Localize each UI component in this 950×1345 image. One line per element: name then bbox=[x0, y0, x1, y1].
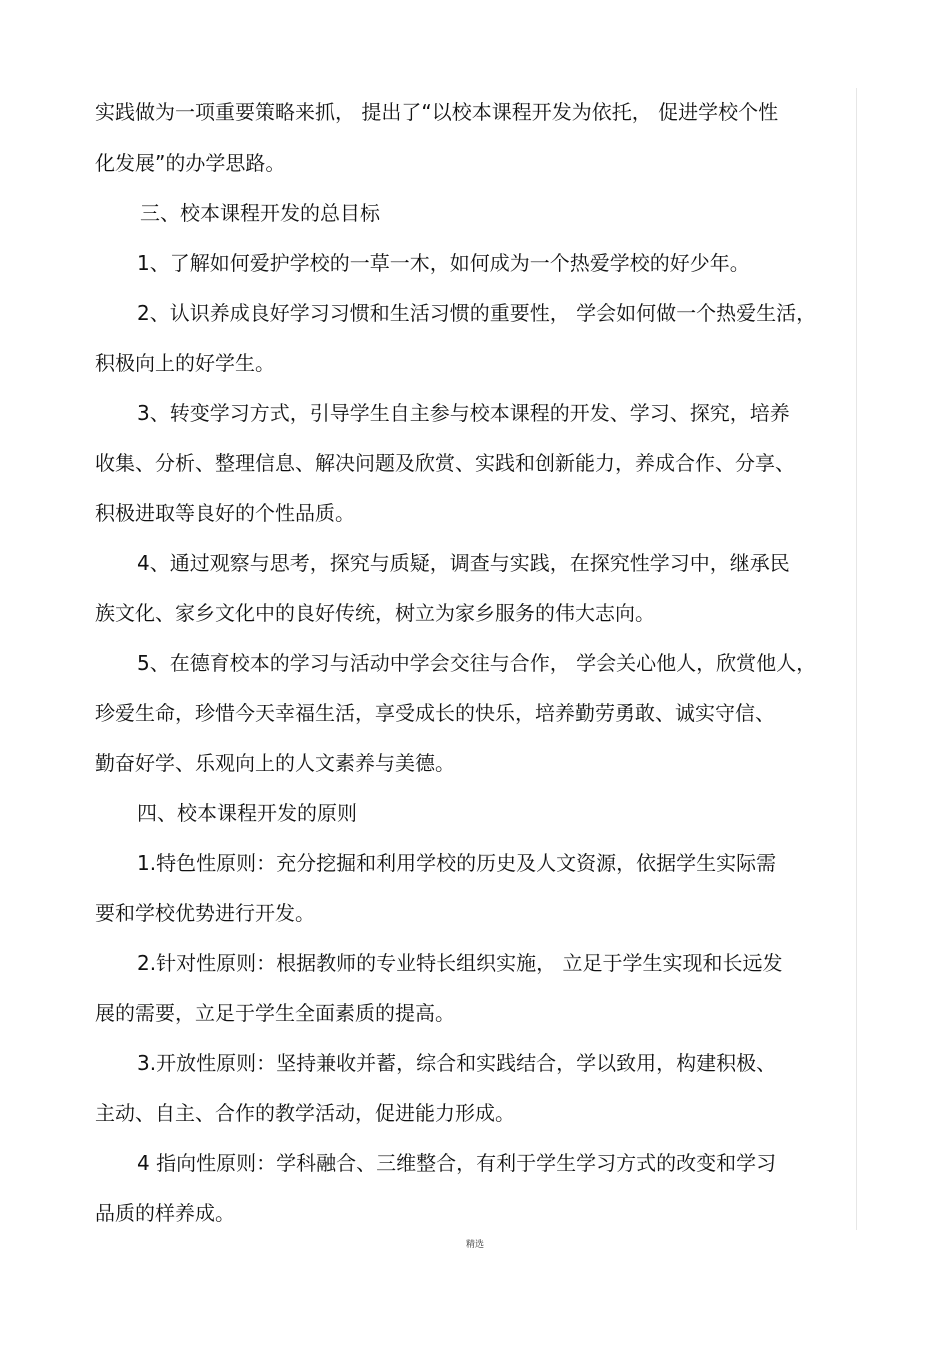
text-line: 勤奋好学、乐观向上的人文素养与美德。 bbox=[95, 751, 455, 775]
text-line: 实践做为一项重要策略来抓， 提出了“以校本课程开发为依托， 促进学校个性 bbox=[95, 100, 779, 124]
text-line: 2.针对性原则：根据教师的专业特长组织实施， 立足于学生实现和长远发 bbox=[137, 951, 783, 975]
text-line: 积极进取等良好的个性品质。 bbox=[95, 501, 355, 525]
text-line: 收集、分析、整理信息、解决问题及欣赏、实践和创新能力，养成合作、分享、 bbox=[95, 451, 795, 475]
text-line: 1、了解如何爱护学校的一草一木，如何成为一个热爱学校的好少年。 bbox=[137, 251, 750, 275]
text-line: 积极向上的好学生。 bbox=[95, 351, 275, 375]
text-line: 4 指向性原则：学科融合、三维整合，有利于学生学习方式的改变和学习 bbox=[137, 1151, 777, 1175]
section-heading-3: 三、校本课程开发的总目标 bbox=[140, 201, 380, 225]
text-line: 4、通过观察与思考，探究与质疑，调查与实践，在探究性学习中，继承民 bbox=[137, 551, 790, 575]
text-line: 化发展”的办学思路。 bbox=[95, 151, 286, 175]
text-line: 3.开放性原则：坚持兼收并蓄，综合和实践结合，学以致用，构建积极、 bbox=[137, 1051, 777, 1075]
text-line: 5、在德育校本的学习与活动中学会交往与合作， 学会关心他人，欣赏他人， bbox=[137, 651, 817, 675]
text-line: 珍爱生命，珍惜今天幸福生活，享受成长的快乐，培养勤劳勇敢、诚实守信、 bbox=[95, 701, 775, 725]
text-line: 1.特色性原则：充分挖掘和利用学校的历史及人文资源，依据学生实际需 bbox=[137, 851, 777, 875]
text-line: 主动、自主、合作的教学活动，促进能力形成。 bbox=[95, 1101, 515, 1125]
text-line: 族文化、家乡文化中的良好传统，树立为家乡服务的伟大志向。 bbox=[95, 601, 655, 625]
text-line: 2、认识养成良好学习习惯和生活习惯的重要性， 学会如何做一个热爱生活， bbox=[137, 301, 817, 325]
section-heading-4: 四、校本课程开发的原则 bbox=[137, 801, 357, 825]
text-line: 要和学校优势进行开发。 bbox=[95, 901, 315, 925]
text-line: 3、转变学习方式，引导学生自主参与校本课程的开发、学习、探究，培养 bbox=[137, 401, 790, 425]
page-footer: 精选 bbox=[465, 1240, 484, 1250]
page-edge-rule bbox=[856, 88, 857, 1230]
text-line: 品质的样养成。 bbox=[95, 1201, 235, 1225]
text-line: 展的需要，立足于学生全面素质的提高。 bbox=[95, 1001, 455, 1025]
